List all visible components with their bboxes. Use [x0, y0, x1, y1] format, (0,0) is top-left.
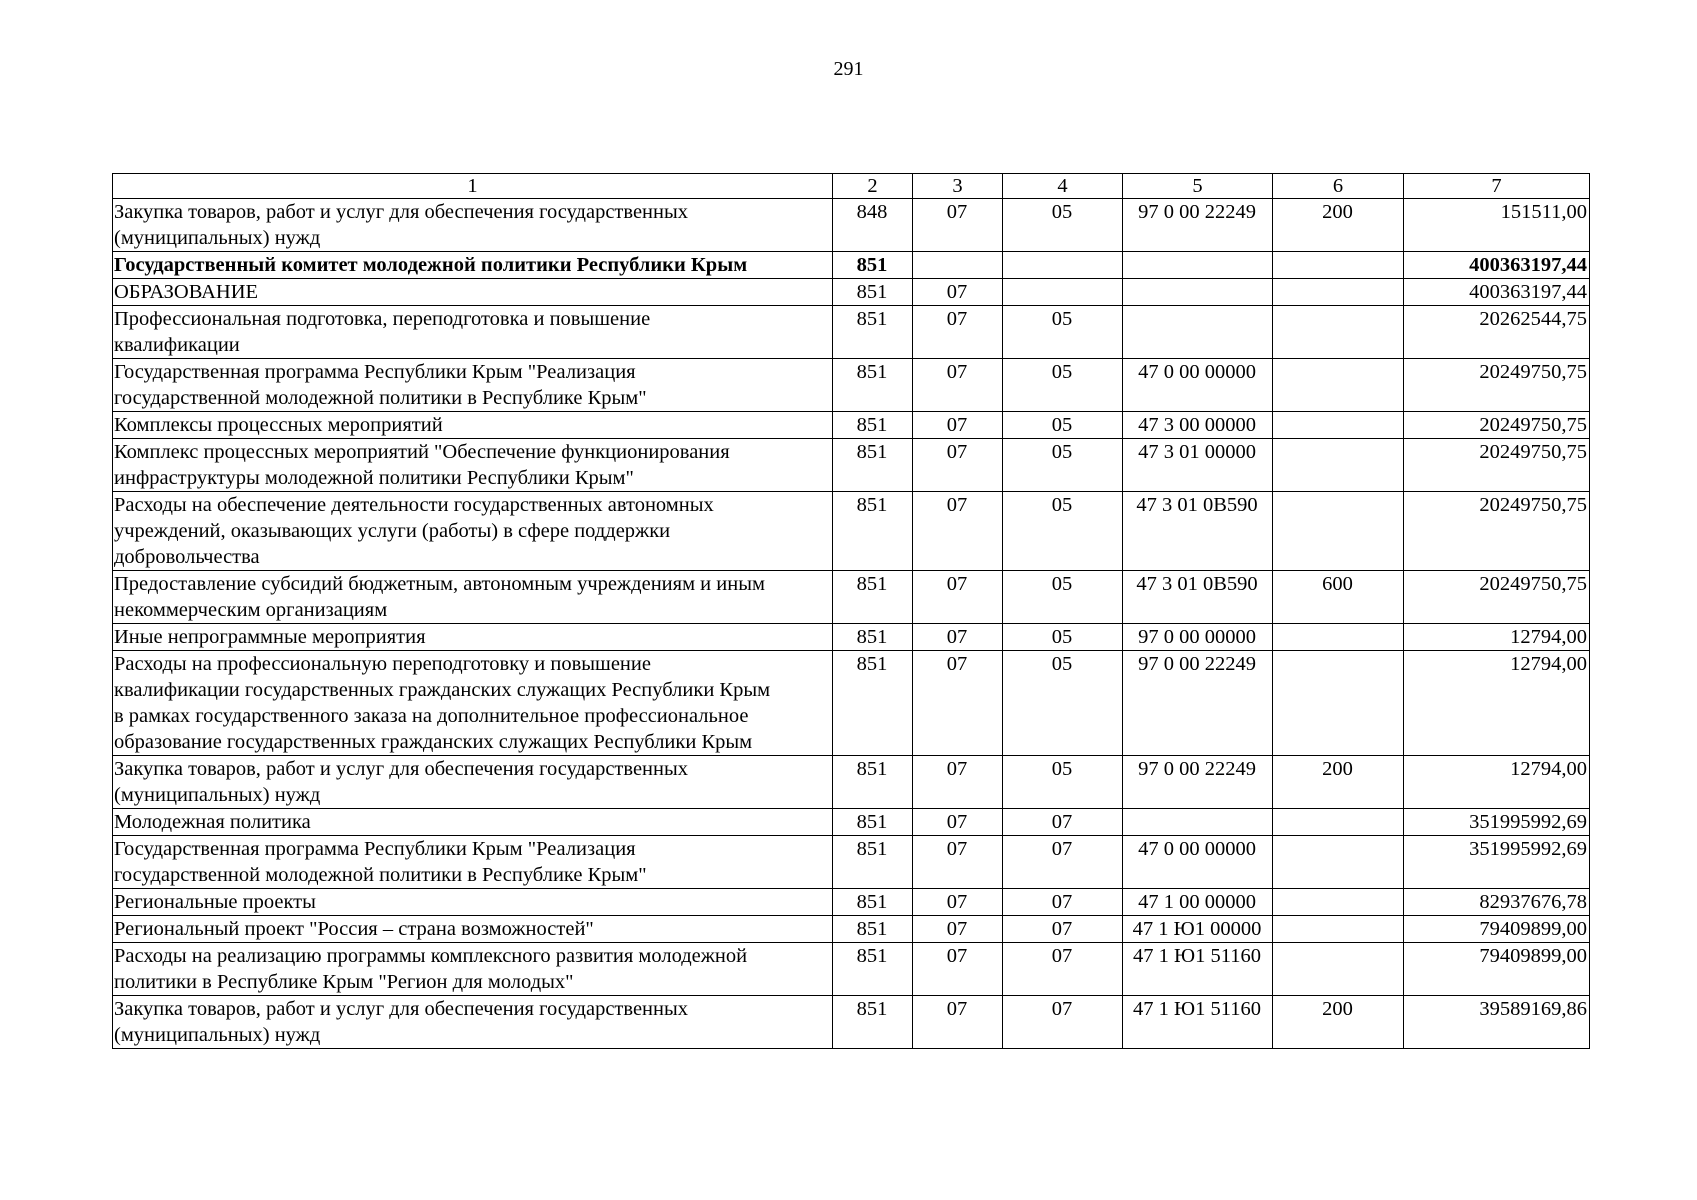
- row-grbs-code: 851: [833, 624, 913, 651]
- row-subsection-code: 07: [1003, 889, 1123, 916]
- row-target-article-code: 47 3 01 0В590: [1123, 492, 1273, 571]
- row-amount: 12794,00: [1404, 651, 1590, 756]
- row-expense-type-code: 200: [1273, 996, 1404, 1049]
- table-row: [113, 439, 1590, 492]
- row-section-code: 07: [913, 889, 1003, 916]
- row-subsection-code: 05: [1003, 359, 1123, 412]
- row-subsection-code: 05: [1003, 439, 1123, 492]
- row-subsection-code: 07: [1003, 916, 1123, 943]
- row-section-code: 07: [913, 279, 1003, 306]
- row-expense-type-code: [1273, 836, 1404, 889]
- row-section-code: 07: [913, 996, 1003, 1049]
- row-amount: 12794,00: [1404, 624, 1590, 651]
- col-header-6: 6: [1273, 174, 1404, 199]
- row-subsection-code: 05: [1003, 306, 1123, 359]
- row-target-article-code: 97 0 00 00000: [1123, 624, 1273, 651]
- row-section-code: 07: [913, 412, 1003, 439]
- row-amount: 400363197,44: [1404, 279, 1590, 306]
- table-row: [113, 306, 1590, 359]
- row-amount: 79409899,00: [1404, 916, 1590, 943]
- row-section-code: 07: [913, 651, 1003, 756]
- row-target-article-code: 47 0 00 00000: [1123, 836, 1273, 889]
- row-target-article-code: 47 1 Ю1 00000: [1123, 916, 1273, 943]
- row-amount: 20249750,75: [1404, 439, 1590, 492]
- table-row: [113, 492, 1590, 571]
- row-grbs-code: 851: [833, 809, 913, 836]
- row-subsection-code: 05: [1003, 651, 1123, 756]
- row-target-article-code: [1123, 279, 1273, 306]
- row-subsection-code: 05: [1003, 624, 1123, 651]
- table-row: [113, 943, 1590, 996]
- row-grbs-code: 851: [833, 279, 913, 306]
- row-amount: 20249750,75: [1404, 359, 1590, 412]
- row-subsection-code: 05: [1003, 412, 1123, 439]
- row-target-article-code: 47 3 01 0В590: [1123, 571, 1273, 624]
- row-expense-type-code: [1273, 252, 1404, 279]
- row-section-code: 07: [913, 306, 1003, 359]
- row-subsection-code: 05: [1003, 492, 1123, 571]
- row-grbs-code: 848: [833, 199, 913, 252]
- row-amount: 12794,00: [1404, 756, 1590, 809]
- row-name: Комплексы процессных мероприятий: [113, 412, 833, 439]
- row-name: Предоставление субсидий бюджетным, автономным учреждениям и иным некоммерческим организациям: [113, 571, 833, 624]
- row-target-article-code: 47 0 00 00000: [1123, 359, 1273, 412]
- row-expense-type-code: [1273, 279, 1404, 306]
- table-row: [113, 836, 1590, 889]
- row-expense-type-code: [1273, 943, 1404, 996]
- row-name: Государственная программа Республики Крым "Реализация государственной молодежной политики в Республике Крым": [113, 836, 833, 889]
- row-subsection-code: 05: [1003, 571, 1123, 624]
- row-amount: 400363197,44: [1404, 252, 1590, 279]
- row-target-article-code: 47 3 01 00000: [1123, 439, 1273, 492]
- row-subsection-code: [1003, 252, 1123, 279]
- col-header-7: 7: [1404, 174, 1590, 199]
- table-row: [113, 199, 1590, 252]
- row-subsection-code: 07: [1003, 836, 1123, 889]
- row-target-article-code: 47 3 00 00000: [1123, 412, 1273, 439]
- row-section-code: 07: [913, 836, 1003, 889]
- page-number: 291: [833, 58, 864, 80]
- row-grbs-code: 851: [833, 943, 913, 996]
- row-subsection-code: 07: [1003, 809, 1123, 836]
- row-amount: 39589169,86: [1404, 996, 1590, 1049]
- row-amount: 351995992,69: [1404, 836, 1590, 889]
- row-amount: 20262544,75: [1404, 306, 1590, 359]
- table-row: [113, 651, 1590, 756]
- row-section-code: [913, 252, 1003, 279]
- row-name: Комплекс процессных мероприятий "Обеспечение функционирования инфраструктуры молодежной политики Республики Крым": [113, 439, 833, 492]
- row-name: Молодежная политика: [113, 809, 833, 836]
- row-target-article-code: 47 1 Ю1 51160: [1123, 943, 1273, 996]
- row-target-article-code: 97 0 00 22249: [1123, 651, 1273, 756]
- col-header-4: 4: [1003, 174, 1123, 199]
- row-section-code: 07: [913, 809, 1003, 836]
- row-section-code: 07: [913, 943, 1003, 996]
- table-row: [113, 996, 1590, 1049]
- row-expense-type-code: [1273, 412, 1404, 439]
- row-name: Расходы на реализацию программы комплексного развития молодежной политики в Республике Крым "Регион для молодых": [113, 943, 833, 996]
- row-target-article-code: [1123, 809, 1273, 836]
- row-target-article-code: 97 0 00 22249: [1123, 199, 1273, 252]
- row-subsection-code: 07: [1003, 943, 1123, 996]
- row-subsection-code: 05: [1003, 199, 1123, 252]
- row-name: Расходы на обеспечение деятельности государственных автономных учреждений, оказывающих услуги (работы) в сфере поддержки добровольчества: [113, 492, 833, 571]
- row-target-article-code: [1123, 252, 1273, 279]
- row-target-article-code: 47 1 00 00000: [1123, 889, 1273, 916]
- row-target-article-code: 97 0 00 22249: [1123, 756, 1273, 809]
- row-section-code: 07: [913, 439, 1003, 492]
- row-grbs-code: 851: [833, 836, 913, 889]
- table-row: [113, 624, 1590, 651]
- row-amount: 20249750,75: [1404, 571, 1590, 624]
- row-expense-type-code: 200: [1273, 199, 1404, 252]
- row-section-code: 07: [913, 199, 1003, 252]
- row-name: Закупка товаров, работ и услуг для обеспечения государственных (муниципальных) нужд: [113, 756, 833, 809]
- row-expense-type-code: [1273, 651, 1404, 756]
- row-amount: 20249750,75: [1404, 492, 1590, 571]
- table-row: [113, 756, 1590, 809]
- row-name: ОБРАЗОВАНИЕ: [113, 279, 833, 306]
- row-amount: 351995992,69: [1404, 809, 1590, 836]
- col-header-5: 5: [1123, 174, 1273, 199]
- row-expense-type-code: 200: [1273, 756, 1404, 809]
- row-grbs-code: 851: [833, 252, 913, 279]
- row-expense-type-code: [1273, 439, 1404, 492]
- table-row: [113, 279, 1590, 306]
- row-grbs-code: 851: [833, 916, 913, 943]
- budget-table: [112, 173, 1590, 1049]
- row-grbs-code: 851: [833, 439, 913, 492]
- row-expense-type-code: [1273, 916, 1404, 943]
- table-row: [113, 359, 1590, 412]
- table-row: [113, 889, 1590, 916]
- row-expense-type-code: [1273, 359, 1404, 412]
- row-grbs-code: 851: [833, 359, 913, 412]
- row-amount: 20249750,75: [1404, 412, 1590, 439]
- row-section-code: 07: [913, 756, 1003, 809]
- table-row: [113, 809, 1590, 836]
- row-amount: 79409899,00: [1404, 943, 1590, 996]
- row-grbs-code: 851: [833, 306, 913, 359]
- row-expense-type-code: [1273, 306, 1404, 359]
- table-row: [113, 252, 1590, 279]
- row-section-code: 07: [913, 359, 1003, 412]
- row-grbs-code: 851: [833, 571, 913, 624]
- row-name: Расходы на профессиональную переподготовку и повышение квалификации государственных гражданских служащих Республики Крым в рамках государственного заказа на дополнительное профессиональное образование государственных гражданских служащих Республики Крым: [113, 651, 833, 756]
- row-section-code: 07: [913, 492, 1003, 571]
- row-grbs-code: 851: [833, 651, 913, 756]
- col-header-1: 1: [113, 174, 833, 199]
- row-target-article-code: [1123, 306, 1273, 359]
- row-name: Региональный проект "Россия – страна возможностей": [113, 916, 833, 943]
- row-amount: 151511,00: [1404, 199, 1590, 252]
- row-subsection-code: [1003, 279, 1123, 306]
- table-row: [113, 571, 1590, 624]
- col-header-3: 3: [913, 174, 1003, 199]
- table-row: [113, 916, 1590, 943]
- row-name: Иные непрограммные мероприятия: [113, 624, 833, 651]
- row-expense-type-code: 600: [1273, 571, 1404, 624]
- row-target-article-code: 47 1 Ю1 51160: [1123, 996, 1273, 1049]
- row-subsection-code: 05: [1003, 756, 1123, 809]
- row-expense-type-code: [1273, 809, 1404, 836]
- row-name: Региональные проекты: [113, 889, 833, 916]
- row-amount: 82937676,78: [1404, 889, 1590, 916]
- row-grbs-code: 851: [833, 756, 913, 809]
- row-section-code: 07: [913, 571, 1003, 624]
- row-section-code: 07: [913, 916, 1003, 943]
- col-header-2: 2: [833, 174, 913, 199]
- row-name: Закупка товаров, работ и услуг для обеспечения государственных (муниципальных) нужд: [113, 199, 833, 252]
- row-name: Государственный комитет молодежной политики Республики Крым: [113, 252, 833, 279]
- row-expense-type-code: [1273, 624, 1404, 651]
- row-expense-type-code: [1273, 889, 1404, 916]
- table-row: [113, 412, 1590, 439]
- row-name: Профессиональная подготовка, переподготовка и повышение квалификации: [113, 306, 833, 359]
- row-subsection-code: 07: [1003, 996, 1123, 1049]
- row-name: Закупка товаров, работ и услуг для обеспечения государственных (муниципальных) нужд: [113, 996, 833, 1049]
- row-grbs-code: 851: [833, 996, 913, 1049]
- row-section-code: 07: [913, 624, 1003, 651]
- row-expense-type-code: [1273, 492, 1404, 571]
- row-grbs-code: 851: [833, 492, 913, 571]
- row-grbs-code: 851: [833, 412, 913, 439]
- row-name: Государственная программа Республики Крым "Реализация государственной молодежной политики в Республике Крым": [113, 359, 833, 412]
- header-row: [113, 174, 1590, 199]
- row-grbs-code: 851: [833, 889, 913, 916]
